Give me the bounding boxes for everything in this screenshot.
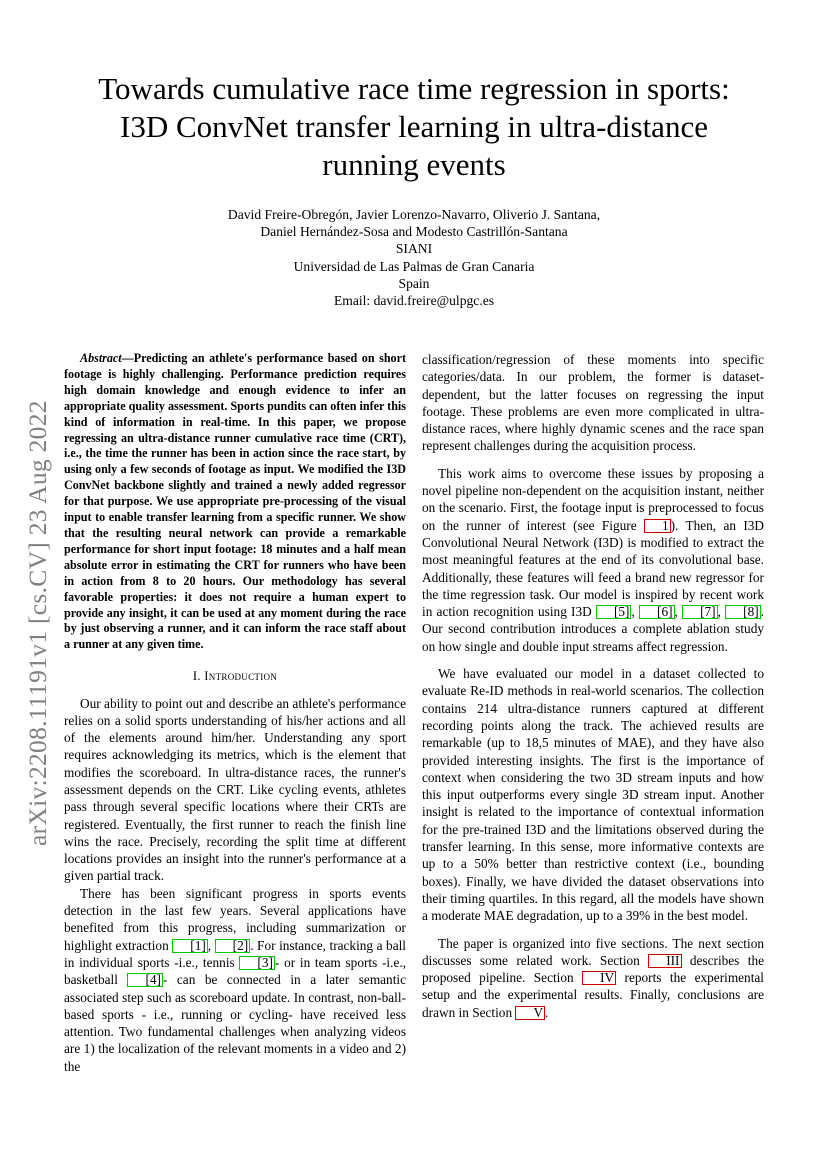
right-column xyxy=(422,351,764,1021)
citation-link[interactable]: [1] xyxy=(172,939,208,953)
abstract xyxy=(64,351,406,653)
paragraph xyxy=(422,465,764,655)
paper-title xyxy=(40,70,788,184)
text-run: - can be connected in a later semantic associated step such as scoreboard update. In contrast, non-ball-based sports - i.e., running or cycling- have received less attention. Two fundamental challenges when analyzing videos are 1) the localization of the relevant moments in a video and 2) the xyxy=(64,972,406,1074)
paragraph: classification/regression of these moments into specific categories/data. In our problem, the former is dataset-dependent, but the latter focuses on regressing the input footage. These problems are even more complicated in ultra-distance races, where highly dynamic scenes and the race span represent challenges during the acquisition process. xyxy=(422,352,764,454)
text-run: . xyxy=(545,1004,549,1020)
abstract-label: Abstract xyxy=(80,351,122,365)
title-line: Towards cumulative race time regression in sports: xyxy=(98,71,730,106)
left-column xyxy=(64,351,406,1075)
authors-line: Daniel Hernández-Sosa and Modesto Castrillón-Santana xyxy=(260,224,568,240)
text-run: describes the proposed pipeline. Section xyxy=(422,952,764,986)
affiliation-university: Universidad de Las Palmas de Gran Canaria xyxy=(293,258,535,274)
text-run: - or in team sports -i.e., basketball xyxy=(64,954,406,988)
paragraph xyxy=(422,935,764,1021)
text-run: There has been significant progress in sports events detection in the last few years. Several applications have benefited from this progress, including summarization or highlight extraction xyxy=(64,885,406,953)
section-link[interactable]: III xyxy=(648,954,681,968)
authors-line: David Freire-Obregón, Javier Lorenzo-Navarro, Oliverio J. Santana, xyxy=(227,207,601,222)
citation-link[interactable]: [8] xyxy=(725,605,761,619)
abstract-text: —Predicting an athlete's performance based on short footage is highly challenging. Performance prediction requires high domain knowledge and enough evidence to infer an appropriate quality assessment. Sports pundits can often infer this kind of information in real-time. In this paper, we propose regressing an ultra-distance runner cumulative race time (CRT), i.e., the time the runner has been in action since the race start, by using only a few seconds of footage as input. We modified the I3D ConvNet backbone slightly and trained a newly added regressor for that purpose. We use appropriate pre-processing of the visual input to enable transfer learning from a specific runner. We show that the resulting neural network can provide a remarkable performance for short input footage: 18 minutes and a half mean absolute error in estimating the CRT for runners who have been in action from 8 to 20 hours. Our methodology has several favorable properties: it does not require a human expert to provide any insight, it can be used at any moment during the race by just observing a runner, and it can inform the race staff about a runner at any given time. xyxy=(64,351,406,652)
citation-link[interactable]: [6] xyxy=(639,605,675,619)
text-run: . Our second contribution introduces a complete ablation study on how single and double input streams affect regression. xyxy=(422,604,764,654)
paragraph xyxy=(64,885,406,1075)
text-run: , xyxy=(674,604,683,620)
citation-link[interactable]: [3] xyxy=(239,956,275,970)
paragraph: Our ability to point out and describe an athlete's performance relies on a solid sports understanding of his/her actions and all of the elements around him/her. Understanding any sport requires acknowledging its metrics, which is the element that modifies the scoreboard. In ultra-distance races, the runner's assessment depends on the CRT. Like cycling events, athletes pass through several specific locations where their CRTs are registered. Eventually, the first runner to reach the finish line wins the race. Precisely, recording the split time at different locations provides an insight into the runner's performance at a given partial track. xyxy=(64,695,406,884)
section-heading-introduction xyxy=(64,668,406,685)
text-run: , xyxy=(207,937,215,953)
affiliation-lab: SIANI xyxy=(395,241,433,257)
text-run: . For instance, tracking a ball in individual sports -i.e., tennis xyxy=(64,937,406,970)
author-block xyxy=(114,206,714,309)
citation-link[interactable]: [7] xyxy=(682,605,718,619)
citation-link[interactable]: [4] xyxy=(127,973,163,987)
affiliation-country: Spain xyxy=(398,275,430,291)
text-run: reports the experimental setup and the experimental results. Finally, conclusions are drawn in Section xyxy=(422,970,764,1020)
section-link[interactable]: IV xyxy=(582,971,616,985)
author-email: Email: david.freire@ulpgc.es xyxy=(333,293,495,309)
citation-link[interactable]: [2] xyxy=(215,939,251,953)
figure-link[interactable]: 1 xyxy=(644,519,671,533)
text-run: This work aims to overcome these issues by proposing a novel pipeline non-dependent on the acquisition instant, neither on the scenario. First, the footage input is preprocessed to focus on the runner of interest (see Figure xyxy=(422,465,764,533)
section-title: Introduction xyxy=(204,669,278,684)
arxiv-stamp xyxy=(18,356,58,846)
title-line: I3D ConvNet transfer learning in ultra-distance xyxy=(120,109,708,144)
title-line: running events xyxy=(322,147,506,182)
section-number: I. xyxy=(192,669,205,684)
text-run: , xyxy=(631,604,640,620)
paragraph: We have evaluated our model in a dataset collected to evaluate Re-ID methods in real-world scenarios. The collection contains 214 ultra-distance runners captured at different recording points along the track. The achieved results are remarkable (up to 18,5 minutes of MAE), and they have also provided interesting insights. The first is the importance of context when considering the two 3D stream inputs and how this input outperforms every single 3D stream input. Another insight is related to the importance of contextual information for the pre-trained I3D and the limitations observed during the transfer learning. In this sense, more informative contexts are up to a 50% better than restrictive context (i.e., bounding boxes). Finally, we have divided the dataset observations into their timing quartiles. In this regard, all the models have shown a moderate MAE degradation, up to a 39% in the best model. xyxy=(422,666,764,924)
text-run: , xyxy=(717,604,726,620)
text-run: The paper is organized into five sections. The next section discusses some related work. Section xyxy=(422,935,764,968)
citation-link[interactable]: [5] xyxy=(596,605,632,619)
section-link[interactable]: V xyxy=(515,1006,545,1020)
text-run: ). Then, an I3D Convolutional Neural Network (I3D) is modified to extract the most meaningful features at the end of its convolutional base. Additionally, these features will feed a brand new regressor for the time regression task. Our model is inspired by recent work in action recognition using I3D xyxy=(422,517,765,620)
arxiv-stamp-text: arXiv:2208.11191v1 [cs.CV] 23 Aug 2022 xyxy=(23,400,52,846)
